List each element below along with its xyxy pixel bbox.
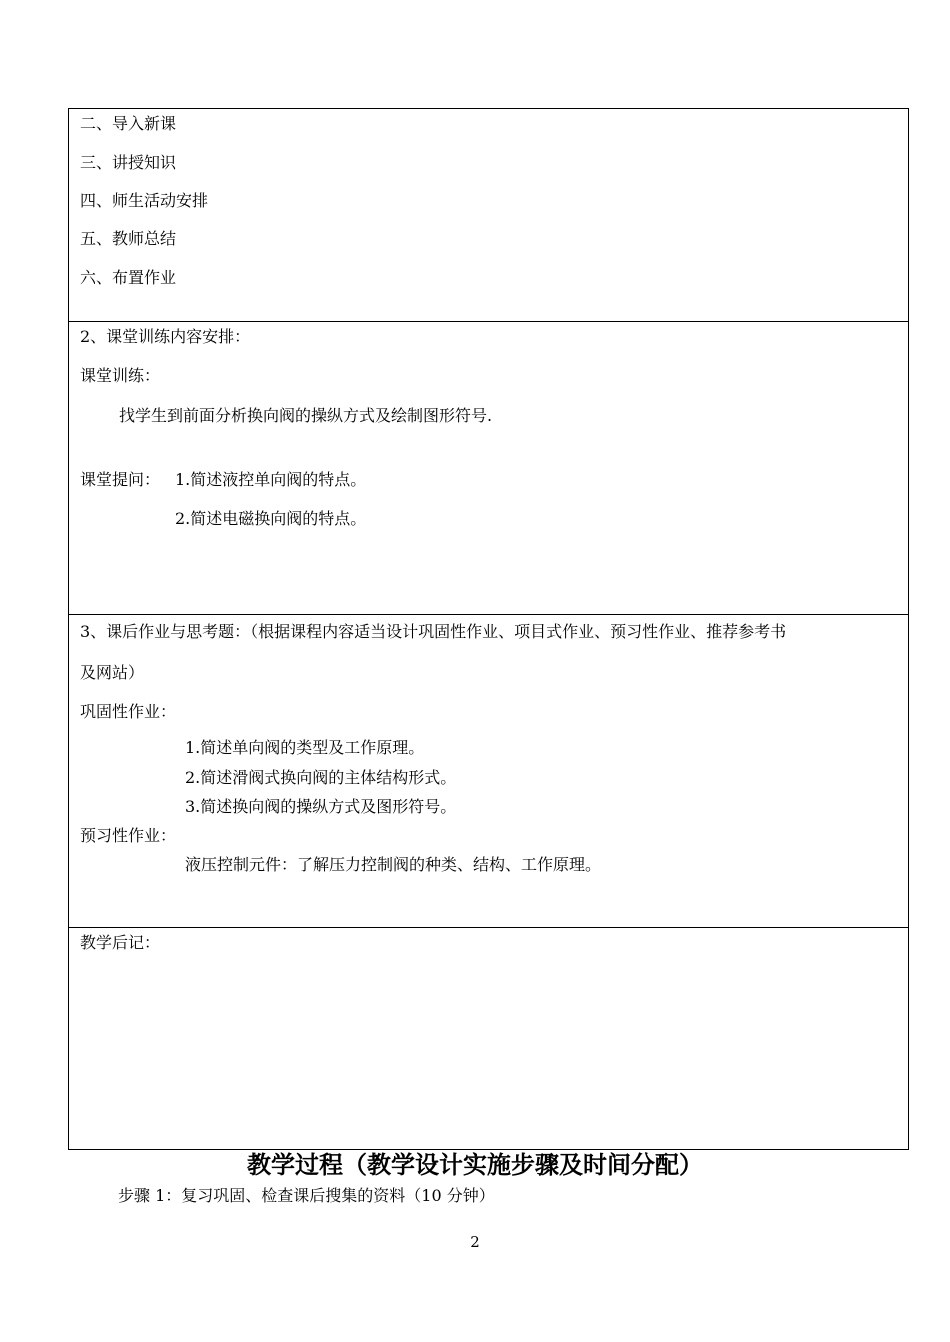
section-classroom-training (69, 321, 908, 615)
lesson-plan-table (68, 108, 909, 1150)
preview-text: 液压控制元件：了解压力控制阀的种类、结构、工作原理。 (185, 855, 602, 874)
step-text: 步骤 1：复习巩固、检查课后搜集的资料（10 分钟） (118, 1186, 495, 1205)
preview-label: 预习性作业： (80, 826, 177, 845)
training-label: 课堂训练： (80, 366, 161, 385)
section-heading: 教学后记： (80, 933, 161, 952)
question-item: 2.简述电磁换向阀的特点。 (175, 509, 367, 528)
list-item: 四、师生活动安排 (80, 191, 209, 210)
section-heading-cont: 及网站） (80, 663, 145, 682)
consolidation-item: 3.简述换向阀的操纵方式及图形符号。 (185, 797, 457, 816)
section-homework (69, 614, 908, 928)
list-item: 二、导入新课 (80, 114, 177, 133)
section-heading: 3、课后作业与思考题：（根据课程内容适当设计巩固性作业、项目式作业、预习性作业、推荐参考书 (80, 622, 787, 641)
section-teaching-steps (69, 109, 908, 322)
page-title: 教学过程（教学设计实施步骤及时间分配） (247, 1150, 703, 1179)
section-heading: 2、课堂训练内容安排： (80, 327, 251, 346)
questions-label: 课堂提问： (80, 470, 161, 489)
list-item: 六、布置作业 (80, 268, 177, 287)
consolidation-item: 1.简述单向阀的类型及工作原理。 (185, 738, 425, 757)
consolidation-item: 2.简述滑阀式换向阀的主体结构形式。 (185, 768, 457, 787)
page-number: 2 (470, 1233, 480, 1251)
training-text: 找学生到前面分析换向阀的操纵方式及绘制图形符号. (119, 406, 493, 425)
list-item: 五、教师总结 (80, 229, 177, 248)
consolidation-label: 巩固性作业： (80, 702, 177, 721)
section-teaching-notes (69, 927, 908, 1149)
question-item: 1.简述液控单向阀的特点。 (175, 470, 367, 489)
list-item: 三、讲授知识 (80, 153, 177, 172)
